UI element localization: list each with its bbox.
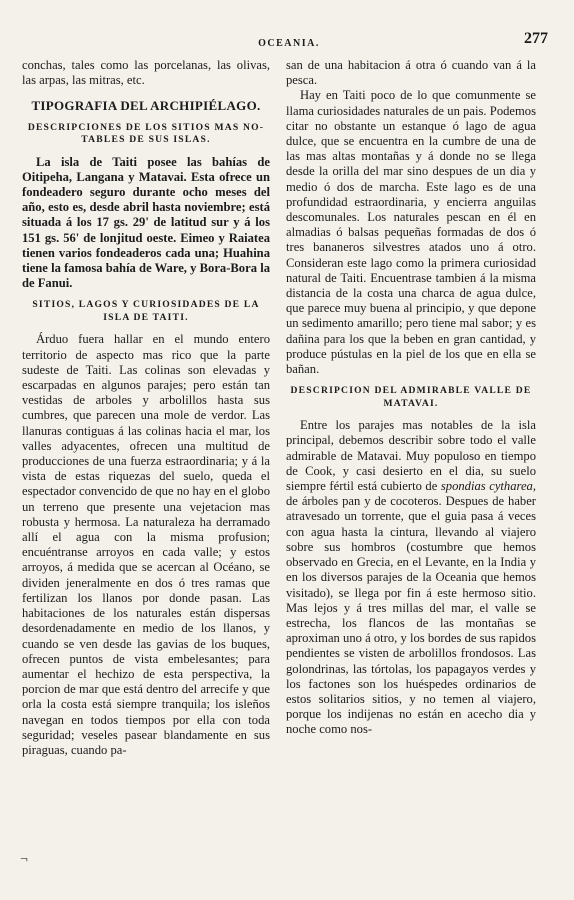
paragraph-taiti-bays: La isla de Taiti posee las bahías de Oitipeha, Langana y Matavai. Esta ofrece un fondeadero seguro durante ocho meses del año, esto es, desde abril hasta noviembre; está situada á los 17 gs. 29' de latitud sur y á los 151 gs. 56' de lonjitud oeste. Eimeo y Raiatea tienen varios fondeaderos cada una; Huahina tiene la famosa bahía de Ware, y Bora-Bora la de Fanui. (22, 154, 270, 291)
paragraph-curiosidades: Hay en Taiti poco de lo que comunmente se llama curiosidades naturales de un pais. Podemos citar no obstante un estanque ó lago de agua dulce, que se encuentra en la cumbre de una de las mas altas montañas y á donde no se llega desde la orilla del mar sino despues de un dia y medio ó dos de marcha. Este lago es de una profundidad estraordinaria, y encierra anguilas descomunales. Los naturales pescan en él en almadias ó balsas pequeñas formadas de dos ó tres bananeros silvestres atados uno á otro. Consideran este lago como la primera curiosidad natural de Taiti. Encuentrase tambien á la misma distancia de la costa una charca de agua dulce, que parece muy buena al principio, y que depone un sedimento amarillo; pero tiene mal sabor; y es dañina para los que la beben en gran cantidad, y produce pústulas en la piel de los que en ella se bañan. (286, 88, 536, 377)
page-header (24, 30, 554, 52)
margin-mark: ¬ (20, 852, 28, 867)
running-head: OCEANIA. (258, 38, 320, 49)
paragraph-text: Entre los parajes mas notables de la isla principal, debemos describir sobre todo el valle admirable de Matavai. Muy populoso en tiempo de Cook, y casi desierto en el dia, su suelo siempre fértil está cubierto de (286, 418, 536, 494)
paragraph-arduo: Árduo fuera hallar en el mundo entero territorio de aspecto mas rico que la parte sudeste de Taiti. Las colinas son elevadas y escarpadas en algunos parajes; pero están tan vestidas de arboles y arbolillos hasta sus cumbres, que parecen una mole de verdor. Las llanuras contiguas á las colinas hacia el mar, los valles adyacentes, ofrecen una multitud de producciones de una fuerza estraordinaria; y á la vista de estas riquezas del suelo, queda el espectador convencido de que no hay en el globo un terreno que presente una vejetacion mas robusta y hermosa. La naturaleza ha derramado allí el agua con la misma profusion; encuéntranse arroyos en cada valle; y estos arroyos, á medida que se acercan al Océano, se dividen jeneralmente en dos ó tres ramas que fertilizan los llanos por donde pasan. Las habitaciones de los naturales están dispersas desordenadamente en medio de los llanos, y cuando se ven desde las gavias de los buques, ofrecen puntos de vista embelesantes; para aumentar el hechizo de esta perspectiva, la porcion de mar que está dentro del arrecife y que orla la costa está siempre tranquila; los isleños navegan en todos tiempos por ella con toda seguridad; veseles pasear blandamente en sus piraguas, cuando pa- (22, 332, 270, 757)
page-number: 277 (524, 30, 548, 47)
subsection-heading-sitios (22, 299, 270, 324)
subsection-heading-line: ISLA DE TAITI. (103, 311, 189, 323)
subsection-heading-descripciones (22, 122, 270, 147)
subsection-heading-line: TABLES DE SUS ISLAS. (81, 134, 211, 146)
subsection-heading-line: SITIOS, LAGOS Y CURIOSIDADES DE LA (32, 299, 260, 311)
paragraph-continuation-left: conchas, tales como las porcelanas, las olivas, las arpas, las mitras, etc. (22, 58, 270, 88)
subsection-heading-matavai (286, 385, 536, 410)
right-column (286, 58, 536, 738)
paragraph-continuation-right: san de una habitacion á otra ó cuando van á la pesca. (286, 58, 536, 88)
subsection-heading-line: DESCRIPCIONES DE LOS SITIOS MAS NO- (27, 121, 265, 133)
subsection-heading-line: MATAVAI. (383, 397, 439, 409)
subsection-heading-line: DESCRIPCION DEL ADMIRABLE VALLE DE (290, 385, 532, 397)
paragraph-valle-matavai (286, 418, 536, 737)
section-title: TIPOGRAFIA DEL ARCHIPIÉLAGO. (31, 98, 261, 114)
species-name: spondias cytharea (440, 479, 533, 494)
paragraph-text: , de árboles pan y de cocoteros. Despues de haber atravesado un torrente, que el guia pasa á veces con agua hasta la cintura, llevando al viajero sobre sus hombros (costumbre que hemos observado en Grecia, en el Levante, en la India y en los diversos parajes de la Oceania que hemos visitado), se llega por fin á este hermoso sitio. Mas lejos y á tres millas del mar, el valle se estrecha, los flancos de las montañas se aproximan uno á otro, y los bordes de sus rapidos pendientes se visten de arbolillos frondosos. Las golondrinas, las tórtolas, los papagayos verdes y los factones son los huéspedes ordinarios de estos solitarios sitios, y no temen al viajero, porque los indijenas no están en acecho dia y noche como nos- (286, 479, 536, 737)
left-column (22, 58, 270, 758)
